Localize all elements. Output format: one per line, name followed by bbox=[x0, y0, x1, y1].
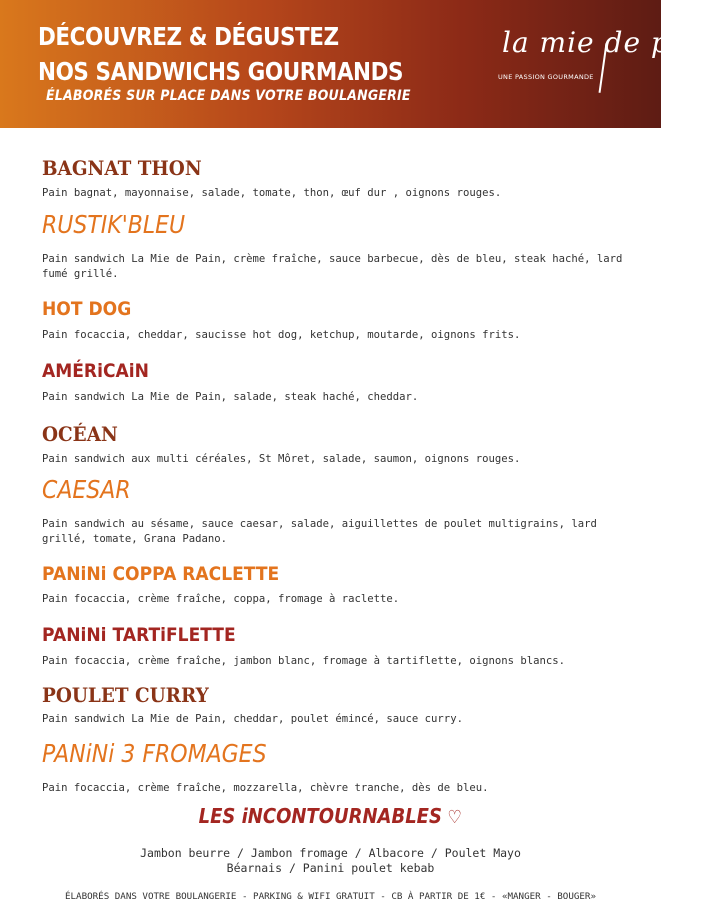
menu-item-description: Pain focaccia, crème fraîche, coppa, fromage à raclette. bbox=[42, 593, 400, 605]
menu-item-description: Pain focaccia, crème fraîche, jambon blanc, fromage à tartiflette, oignons blancs. bbox=[42, 655, 565, 667]
menu-item-description: Pain sandwich La Mie de Pain, cheddar, poulet émincé, sauce curry. bbox=[42, 713, 463, 725]
header-title-line1: DÉCOUVREZ & DÉGUSTEZ bbox=[38, 22, 339, 51]
menu-item-description: Pain sandwich aux multi céréales, St Môret, salade, saumon, oignons rouges. bbox=[42, 453, 521, 465]
menu-item-description: Pain focaccia, cheddar, saucisse hot dog, ketchup, moutarde, oignons frits. bbox=[42, 329, 521, 341]
menu-item-name: CAESAR bbox=[42, 475, 131, 504]
menu-item-description: Pain focaccia, crème fraîche, mozzarella, chèvre tranche, dès de bleu. bbox=[42, 782, 489, 794]
menu-item-description: Pain sandwich au sésame, sauce caesar, salade, aiguillettes de poulet multigrains, lard grillé, tomate, Grana Padano. bbox=[42, 518, 597, 545]
brand-logo bbox=[480, 18, 717, 108]
menu-item-description: Pain sandwich La Mie de Pain, salade, steak haché, cheddar. bbox=[42, 391, 419, 403]
menu-item-name: PANiNi TARTiFLETTE bbox=[42, 624, 236, 646]
menu-item-name: OCÉAN bbox=[42, 422, 118, 446]
incontournables-list bbox=[0, 846, 661, 876]
incontournables-heading bbox=[0, 804, 661, 828]
header-title-line2: NOS SANDWICHS GOURMANDS bbox=[38, 57, 404, 86]
incontournables-title: LES iNCONTOURNABLES ♡ bbox=[198, 804, 463, 828]
menu-item-description: Pain bagnat, mayonnaise, salade, tomate, thon, œuf dur , oignons rouges. bbox=[42, 187, 502, 199]
header-subtitle: ÉLABORÉS SUR PLACE DANS VOTRE BOULANGERIE bbox=[46, 88, 411, 104]
menu-item-name: PANiNi 3 FROMAGES bbox=[42, 739, 267, 768]
menu-item-description: Pain sandwich La Mie de Pain, crème fraîche, sauce barbecue, dès de bleu, steak haché, lard fumé grillé. bbox=[42, 253, 623, 280]
incontournables-line2: Béarnais / Panini poulet kebab bbox=[226, 861, 435, 875]
heart-icon: ♡ bbox=[447, 807, 463, 828]
footer-note: ÉLABORÉS DANS VOTRE BOULANGERIE - PARKING & WIFI GRATUIT - CB À PARTIR DE 1€ - «MANGER - BOUGER» bbox=[64, 891, 596, 902]
menu-item-name: PANiNi COPPA RACLETTE bbox=[42, 563, 280, 585]
menu-item-name: HOT DOG bbox=[42, 298, 132, 320]
menu-item-name: RUSTIK'BLEU bbox=[42, 210, 186, 239]
incontournables-line1: Jambon beurre / Jambon fromage / Albacore / Poulet Mayo bbox=[140, 846, 521, 860]
menu-item-name: AMÉRiCAiN bbox=[42, 360, 149, 382]
logo-wordmark: la mie de pain bbox=[502, 26, 717, 59]
menu-item-name: POULET CURRY bbox=[42, 683, 209, 707]
menu-header bbox=[0, 0, 717, 128]
menu-item-name: BAGNAT THON bbox=[42, 156, 202, 180]
logo-tagline: UNE PASSION GOURMANDE bbox=[498, 73, 594, 81]
